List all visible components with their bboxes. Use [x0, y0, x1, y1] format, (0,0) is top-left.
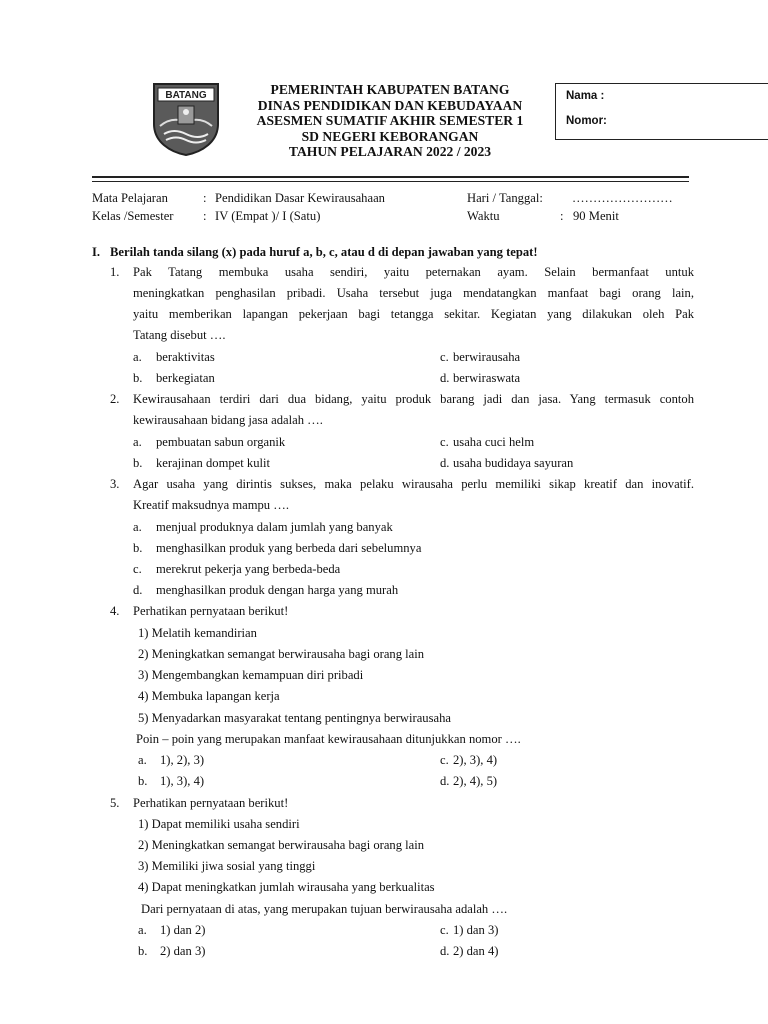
option-letter: a.	[133, 350, 142, 364]
info-colon: :	[560, 209, 564, 223]
header-line-5: TAHUN PELAJARAN 2022 / 2023	[288, 144, 492, 160]
option-letter: a.	[133, 520, 142, 534]
question-text-line: kewirausahaan bidang jasa adalah ….	[133, 413, 323, 427]
option-text: berwiraswata	[453, 371, 521, 385]
option-letter: c.	[440, 923, 449, 937]
student-identity-box	[555, 83, 768, 140]
option-letter: b.	[133, 371, 143, 385]
header-line-2: DINAS PENDIDIKAN DAN KEBUDAYAAN	[257, 97, 523, 113]
statement-item: 4) Membuka lapangan kerja	[138, 689, 280, 703]
question-text-line: Kreatif maksudnya mampu ….	[133, 498, 289, 512]
class-label: Kelas /Semester	[92, 209, 174, 223]
question-intro: Perhatikan pernyataan berikut!	[133, 604, 289, 618]
option-text: berwirausaha	[453, 350, 521, 364]
option-text: merekrut pekerja yang berbeda-beda	[156, 562, 341, 576]
option-text: 2), 3), 4)	[453, 753, 498, 767]
name-label: Nama :	[566, 90, 605, 102]
question-text-line: Agar usaha yang dirintis sukses, maka pelaku wirausaha perlu memiliki sikap kreatif dan inovatif.	[133, 477, 694, 491]
question-number: 5.	[110, 796, 120, 810]
question-number: 2.	[110, 392, 120, 406]
option-text: berkegiatan	[156, 371, 215, 385]
section-number: I.	[92, 245, 101, 259]
info-colon: :	[203, 209, 207, 223]
number-label: Nomor:	[566, 115, 607, 127]
option-letter: b.	[138, 774, 148, 788]
subject-label: Mata Pelajaran	[92, 191, 168, 205]
question-prompt: Poin – poin yang merupakan manfaat kewirausahaan ditunjukkan nomor ….	[136, 732, 521, 746]
day-value: ……………………	[572, 191, 673, 205]
header-line-3: ASESMEN SUMATIF AKHIR SEMESTER 1	[256, 113, 524, 129]
info-colon: :	[203, 191, 207, 205]
statement-item: 2) Meningkatkan semangat berwirausaha bagi orang lain	[138, 647, 425, 661]
option-text: usaha cuci helm	[453, 435, 535, 449]
question-number: 4.	[110, 604, 120, 618]
option-text: 2) dan 3)	[160, 944, 206, 958]
option-letter: a.	[133, 435, 142, 449]
option-letter: d.	[440, 371, 450, 385]
statement-item: 2) Meningkatkan semangat berwirausaha bagi orang lain	[138, 838, 425, 852]
day-label: Hari / Tanggal:	[467, 191, 543, 205]
option-text: 1) dan 2)	[160, 923, 206, 937]
option-letter: a.	[138, 923, 147, 937]
option-text: 2) dan 4)	[453, 944, 499, 958]
option-text: menghasilkan produk dengan harga yang murah	[156, 583, 399, 597]
option-text: 1), 2), 3)	[160, 753, 205, 767]
option-letter: b.	[133, 541, 143, 555]
option-letter: c.	[440, 350, 449, 364]
option-letter: d.	[133, 583, 143, 597]
option-text: 1), 3), 4)	[160, 774, 205, 788]
option-text: kerajinan dompet kulit	[156, 456, 271, 470]
time-label: Waktu	[467, 209, 500, 223]
question-text-line: Kewirausahaan terdiri dari dua bidang, yaitu produk barang jadi dan jasa. Yang termasuk contoh	[133, 392, 694, 406]
question-text-line: Tatang disebut ….	[133, 328, 226, 342]
question-number: 1.	[110, 265, 120, 279]
time-value: 90 Menit	[573, 209, 619, 223]
statement-item: 3) Memiliki jiwa sosial yang tinggi	[138, 859, 316, 873]
option-letter: c.	[440, 435, 449, 449]
statement-item: 5) Menyadarkan masyarakat tentang pentingnya berwirausaha	[138, 711, 451, 725]
statement-item: 3) Mengembangkan kemampuan diri pribadi	[138, 668, 364, 682]
logo-text: BATANG	[165, 90, 207, 101]
subject-value: Pendidikan Dasar Kewirausahaan	[215, 191, 385, 205]
option-text: beraktivitas	[156, 350, 215, 364]
header-divider-thin	[92, 181, 689, 182]
document-header	[228, 82, 552, 160]
option-text: menghasilkan produk yang berbeda dari sebelumnya	[156, 541, 422, 555]
option-text: pembuatan sabun organik	[156, 435, 286, 449]
class-value: IV (Empat )/ I (Satu)	[215, 209, 321, 223]
question-text-line: yaitu memberikan lapangan pekerjaan bagi tetangga sekitar. Kegiatan yang dilakukan oleh Pak	[133, 307, 694, 321]
option-letter: d.	[440, 456, 450, 470]
question-number: 3.	[110, 477, 120, 491]
header-line-1: PEMERINTAH KABUPATEN BATANG	[270, 82, 510, 97]
option-text: 2), 4), 5)	[453, 774, 498, 788]
statement-item: 1) Dapat memiliki usaha sendiri	[138, 817, 300, 831]
batang-regency-logo	[152, 82, 220, 156]
question-text-line: meningkatkan penghasilan pribadi. Usaha tersebut juga mendatangkan manfaat bagi orang lain,	[133, 286, 694, 300]
option-text: 1) dan 3)	[453, 923, 499, 937]
option-letter: c.	[440, 753, 449, 767]
statement-item: 1) Melatih kemandirian	[138, 626, 257, 640]
section-instruction: Berilah tanda silang (x) pada huruf a, b, c, atau d di depan jawaban yang tepat!	[110, 245, 538, 259]
option-letter: d.	[440, 774, 450, 788]
option-letter: b.	[133, 456, 143, 470]
option-letter: c.	[133, 562, 142, 576]
header-line-4: SD NEGERI KEBORANGAN	[301, 128, 479, 144]
header-divider-thick	[92, 176, 689, 178]
question-text-line: Pak Tatang membuka usaha sendiri, yaitu peternakan ayam. Selain bermanfaat untuk	[133, 265, 694, 279]
option-letter: d.	[440, 944, 450, 958]
question-intro: Perhatikan pernyataan berikut!	[133, 796, 289, 810]
option-text: menjual produknya dalam jumlah yang banyak	[156, 520, 393, 534]
option-text: usaha budidaya sayuran	[453, 456, 574, 470]
question-prompt: Dari pernyataan di atas, yang merupakan tujuan berwirausaha adalah ….	[141, 902, 508, 916]
statement-item: 4) Dapat meningkatkan jumlah wirausaha yang berkualitas	[138, 880, 435, 894]
option-letter: b.	[138, 944, 148, 958]
option-letter: a.	[138, 753, 147, 767]
